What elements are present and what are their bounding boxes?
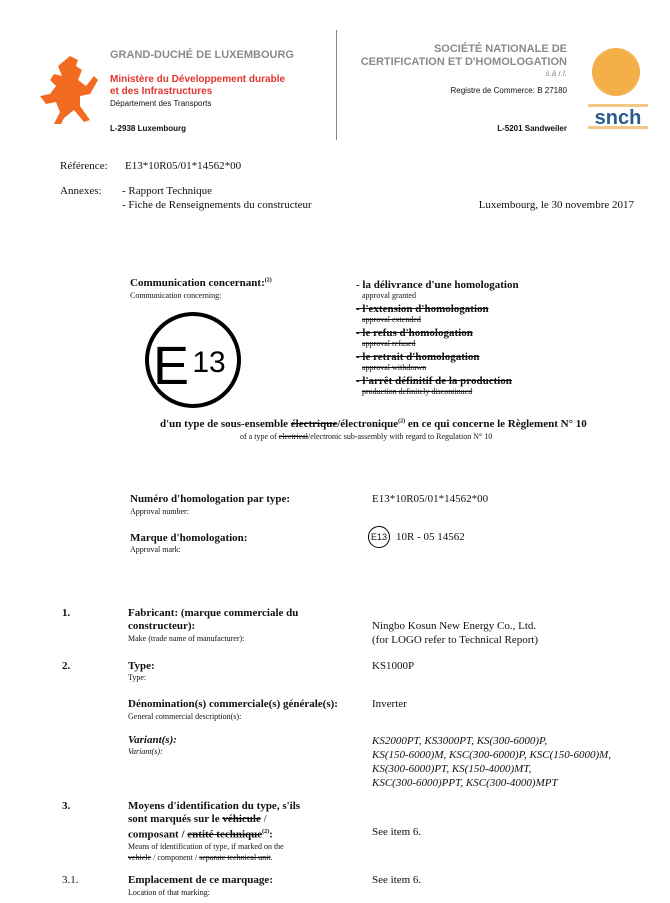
reference-value: E13*10R05/01*14562*00	[125, 160, 242, 172]
right-address: L-5201 Sandweiler	[497, 124, 567, 133]
ministry-line-2: et des Infrastructures	[110, 86, 213, 97]
reference-label: Référence:	[60, 160, 108, 172]
text: (2)	[262, 829, 270, 835]
text: /électronique	[337, 418, 399, 430]
left-org-title: GRAND-DUCHÉ DE LUXEMBOURG	[110, 49, 294, 61]
manufacturer-value-1: Ningbo Kosun New Energy Co., Ltd.	[372, 620, 537, 632]
approval-mark-symbol: E13	[368, 526, 390, 548]
text: KSC(300-6000)PPT, KSC(300-4000)MPT	[372, 777, 558, 789]
text: d'un type de sous-ensemble	[160, 418, 291, 430]
item-number: 3.1.	[62, 874, 79, 886]
communication-sub: Communication concerning:	[130, 291, 222, 300]
text: - le refus d'homologation	[356, 327, 473, 339]
luxembourg-lion-logo	[40, 52, 100, 124]
text: KS(150-6000)M, KSC(300-6000)P, KSC(150-6000)M,	[372, 749, 612, 761]
text: approval withdrawn	[362, 363, 427, 372]
text: en ce qui concerne le Règlement N° 10	[405, 418, 587, 430]
text: (2)	[264, 277, 272, 284]
subject-en	[240, 432, 492, 441]
text: / component /	[151, 853, 200, 862]
text: composant /	[128, 828, 188, 841]
right-org-title-3: s.à r.l.	[545, 69, 567, 78]
approval-number-sub: Approval number:	[130, 507, 189, 516]
type-label: Type:	[128, 660, 155, 672]
text: (2)	[398, 418, 406, 425]
approval-number-value: E13*10R05/01*14562*00	[372, 493, 489, 505]
text: - la délivrance d'une homologation	[356, 279, 519, 291]
subject-fr	[160, 418, 587, 430]
text: KS(300-6000)PT, KS(150-4000)MT,	[372, 763, 532, 775]
text: approval extended	[362, 315, 421, 324]
annex-item: - Fiche de Renseignements du constructeur	[122, 199, 312, 211]
text: entité technique	[187, 828, 263, 841]
text: 13	[192, 346, 226, 379]
option-extended	[356, 303, 519, 327]
annex-item: - Rapport Technique	[122, 185, 213, 197]
marking-location-sub: Location of that marking:	[128, 888, 210, 897]
text: .	[270, 853, 273, 862]
identification-value: See item 6.	[372, 826, 422, 838]
approval-mark-value: 10R - 05 14562	[396, 531, 465, 543]
right-org-title-1: SOCIÉTÉ NATIONALE DE	[433, 43, 567, 55]
marking-location-value: See item 6.	[372, 874, 422, 886]
item-number: 2.	[62, 660, 71, 672]
item-number: 3.	[62, 800, 71, 812]
left-address: L-2938 Luxembourg	[110, 124, 187, 133]
variants-sub: Variant(s):	[128, 747, 163, 756]
option-discontinued	[356, 375, 519, 399]
text: of a type of	[240, 432, 279, 441]
text: véhicule	[222, 813, 261, 825]
manufacturer-label-2: constructeur):	[128, 620, 196, 632]
annexes-label: Annexes:	[60, 185, 102, 197]
item-number: 1.	[62, 607, 71, 619]
text: - le retrait d'homologation	[356, 351, 480, 363]
communication-options	[356, 279, 519, 399]
text: électrique	[290, 418, 338, 430]
ministry-line-1: Ministère du Développement durable	[110, 74, 286, 85]
department: Département des Transports	[110, 99, 212, 108]
text: - l'arrêt définitif de la production	[356, 375, 512, 387]
text: vehicle	[128, 853, 152, 862]
e13-mark	[143, 310, 243, 410]
text: snch	[594, 107, 642, 129]
text: sont marqués sur le	[128, 813, 223, 825]
identification-label	[128, 800, 300, 842]
approval-mark-sub: Approval mark:	[130, 545, 181, 554]
identification-sub	[128, 841, 284, 863]
option-granted	[356, 279, 519, 303]
variants-label: Variant(s):	[128, 734, 177, 746]
text: approval refused	[362, 339, 416, 348]
description-label: Dénomination(s) commerciale(s) générale(s):	[128, 698, 338, 710]
text: :	[269, 828, 273, 841]
type-value: KS1000P	[372, 660, 415, 672]
text: approval granted	[362, 291, 416, 300]
approval-mark-label: Marque d'homologation:	[130, 532, 248, 544]
variants-values	[372, 734, 611, 790]
right-org-title-2: CERTIFICATION ET D'HOMOLOGATION	[360, 56, 567, 68]
text: Communication concernant:	[130, 277, 265, 289]
text: - l'extension d'homologation	[356, 303, 489, 315]
text: KS2000PT, KS3000PT, KS(300-6000)P,	[372, 735, 548, 747]
text: /	[260, 813, 267, 825]
marking-location-label: Emplacement de ce marquage:	[128, 874, 273, 886]
approval-number-label: Numéro d'homologation par type:	[130, 493, 291, 505]
date: Luxembourg, le 30 novembre 2017	[478, 199, 634, 211]
description-value: Inverter	[372, 698, 407, 710]
manufacturer-value-2: (for LOGO refer to Technical Report)	[372, 634, 539, 646]
text: Moyens d'identification du type, s'ils	[128, 800, 301, 812]
description-sub: General commercial description(s):	[128, 712, 242, 721]
communication-label	[130, 277, 272, 289]
register: Registre de Commerce: B 27180	[450, 86, 567, 95]
text: /electronic sub-assembly with regard to Regulation N° 10	[307, 432, 493, 441]
text: E	[152, 336, 190, 396]
manufacturer-label-1: Fabricant: (marque commerciale du	[128, 607, 299, 619]
snch-logo	[586, 40, 650, 132]
text: production definitely discontinued	[362, 387, 473, 396]
header-divider	[336, 30, 337, 140]
text: electrical	[278, 432, 308, 441]
text: Means of identification of type, if marked on the	[128, 842, 284, 851]
option-refused	[356, 327, 519, 351]
option-withdrawn	[356, 351, 519, 375]
type-sub: Type:	[128, 673, 147, 682]
manufacturer-sub: Make (trade name of manufacturer):	[128, 634, 245, 643]
text: separate technical unit	[199, 853, 271, 862]
